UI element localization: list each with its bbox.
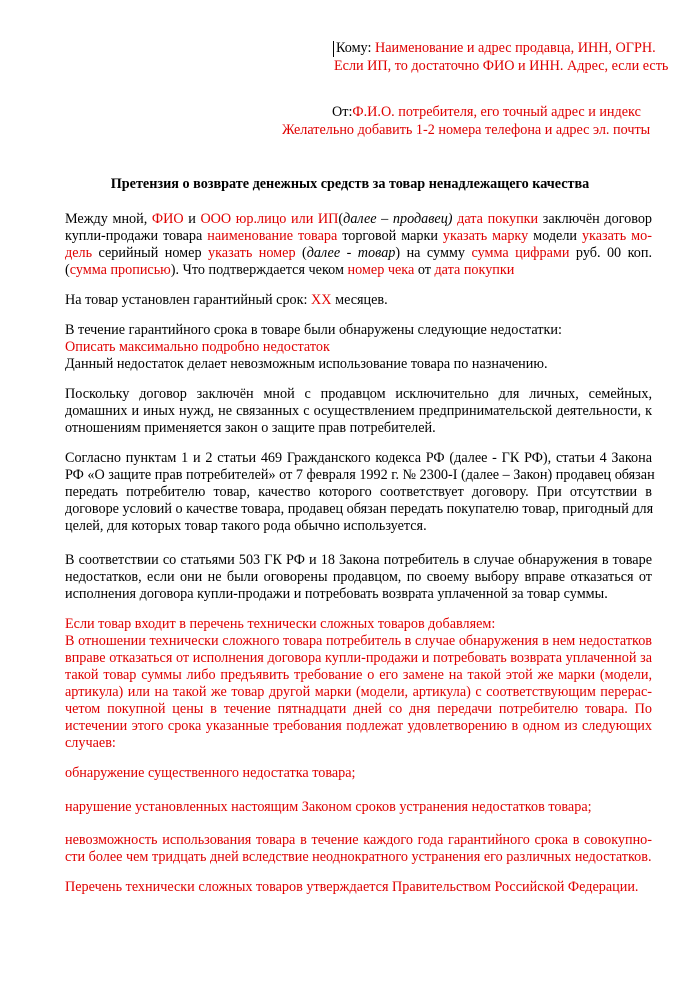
sum-words-placeholder: сумма прописью [69,262,171,278]
p5-line-5: целей, для которых товар такого рода обычно используется. [65,518,427,534]
p7-line-7: истечении этого срока указанные требования подлежат удовлетворению в одном из следующих [65,718,652,734]
p6-line-2: недостатков, если они не были оговорены продавцом, по своему выбору вправе отказаться от [65,569,652,585]
p7-line-2: В отношении технически сложного товара потребитель в случае обнаружения в нем недостатков [65,633,652,649]
p7-line-5: артикула) или на такой же товар другой марки (модели, артикула) с соответствующим перерас- [65,684,652,700]
sender-placeholder: Ф.И.О. потребителя, его точный адрес и индекс [352,104,641,120]
brand-placeholder: указать марку [442,228,529,244]
sender-label: От: [332,104,353,120]
warranty-line: На товар установлен гарантийный срок: XX месяцев. [65,292,388,308]
p1-line-1: Между мной, ФИО и ООО юр.лицо или ИП(далее – продавец) дата покупки заключён договор [65,211,653,227]
defects-placeholder: Описать максимально подробно недостаток [65,339,330,355]
p1-line-4: (сумма прописью). Что подтверждается чеком номер чека от дата покупки [65,262,515,278]
p5-line-2: РФ «О защите прав потребителей» от 7 февраля 1992 г. № 2300-I (далее – Закон) продавец обязан [65,467,655,483]
seller-placeholder: ООО юр.лицо или ИП [200,211,339,227]
p10-line-2: сти более чем тридцать дней вследствие неоднократного устранения его различных недостатков. [65,849,652,865]
p6-line-3: исполнения договора купли-продажи и потребовать возврата уплаченной за товар суммы. [65,586,608,602]
p4-line-1: Поскольку договор заключён мной с продавцом исключительно для личных, семейных, [65,386,652,402]
p1-line-2: купли-продажи товара наименование товара торговой марки указать марку модели указать мо- [65,228,652,244]
model-placeholder: указать мо- [581,228,652,244]
purchase-date-placeholder-2: дата покупки [434,262,515,278]
p4-line-3: отношениям применяется закон о защите прав потребителей. [65,420,436,436]
p7-line-1: Если товар входит в перечень технически сложных товаров добавляем: [65,616,496,632]
recipient-line-1 [336,40,656,57]
p6-line-1: В соответствии со статьями 503 ГК РФ и 18 Закона потребитель в случае обнаружения в товаре [65,552,652,568]
recipient-label: Кому: [336,40,375,56]
receipt-number-placeholder: номер чека [347,262,415,278]
p5-line-3: передать потребителю товар, качество которого соответствует договору. При отсутствии в [65,484,652,500]
p8-line: обнаружение существенного недостатка товара; [65,765,356,781]
p10-line-1: невозможность использования товара в течение каждого года гарантийного срока в совокупно- [65,832,652,848]
buyer-name-placeholder: ФИО [151,211,184,227]
defects-intro: В течение гарантийного срока в товаре были обнаружены следующие недостатки: [65,322,562,338]
p7-line-8: случаев: [65,735,116,751]
sender-line-2: Желательно добавить 1-2 номера телефона и адрес эл. почты [282,122,651,138]
document-title: Претензия о возврате денежных средств за товар ненадлежащего качества [110,176,590,192]
p5-line-4: договоре условий о качестве товара, продавец обязан передать покупателю товар, пригодный для [65,501,654,517]
p7-line-4: такой товар суммы либо предъявить требование о его замене на такой этой же марки (модели, [65,667,652,683]
p11-line: Перечень технически сложных товаров утверждается Правительством Российской Федерации. [65,879,639,895]
sender-line-1 [332,104,641,121]
sum-digits-placeholder: сумма цифрами [471,245,570,261]
warranty-term-placeholder: XX [311,292,332,308]
serial-placeholder: указать номер [208,245,296,261]
product-name-placeholder: наименование товара [207,228,338,244]
p7-line-3: вправе отказаться от исполнения договора купли-продажи и потребовать возврата уплаченной за [65,650,652,666]
p9-line: нарушение установленных настоящим Законом сроков устранения недостатков товара; [65,799,592,815]
recipient-line-2: Если ИП, то достаточно ФИО и ИНН. Адрес, если есть [334,58,669,74]
p5-line-1: Согласно пунктам 1 и 2 статьи 469 Гражданского кодекса РФ (далее - ГК РФ), статьи 4 Закона [65,450,652,466]
defects-consequence: Данный недостаток делает невозможным использование товара по назначению. [65,356,548,372]
p7-line-6: четом покупной цены в течение пятнадцати дней со дня передачи потребителю товара. По [65,701,652,717]
recipient-placeholder: Наименование и адрес продавца, ИНН, ОГРН. [374,40,656,56]
p4-line-2: домашних и иных нужд, не связанных с осуществлением предпринимательской деятельности, к [65,403,652,419]
p1-line-3: дель серийный номер указать номер (далее - товар) на сумму сумма цифрами руб. 00 коп. [65,245,653,261]
text-cursor [333,41,334,57]
purchase-date-placeholder: дата покупки [457,211,539,227]
